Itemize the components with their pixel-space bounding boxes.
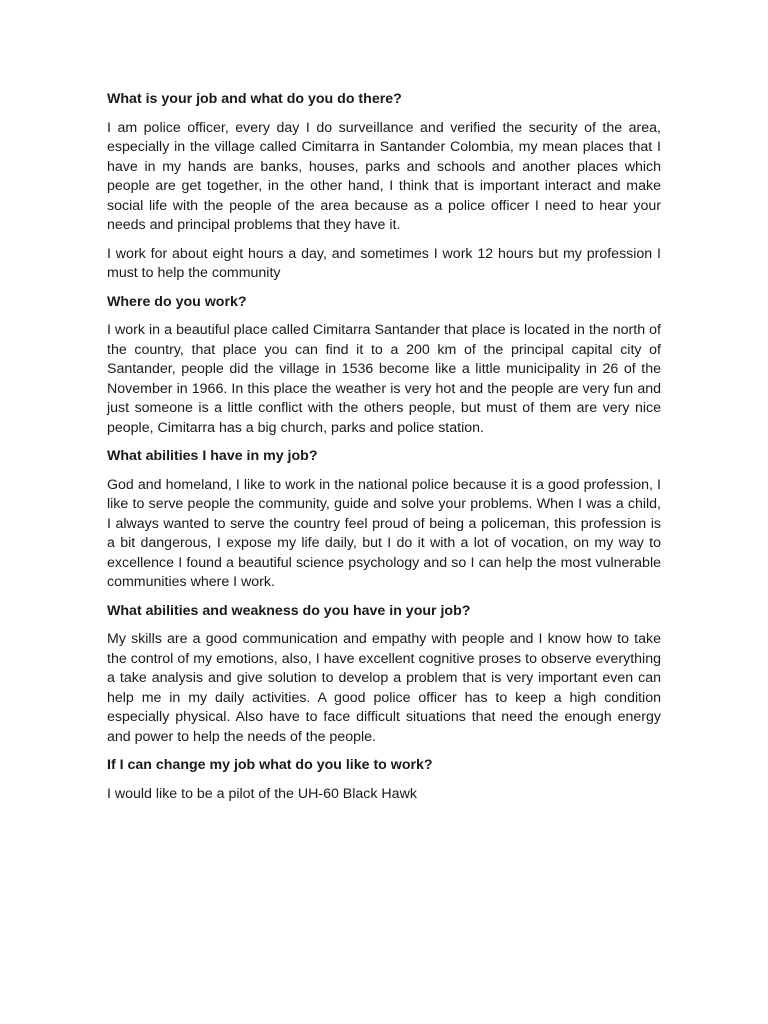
question-abilities: What abilities I have in my job? <box>107 448 318 464</box>
answer-abilities-paragraph: God and homeland, I like to work in the national police because it is a good profession, I like to serve people the community, guide and solve your problems. When I was a child, I always wanted to serve the country feel proud of being a policeman, this profession is a bit dangerous, I expose my life daily, but I do it with a lot of vocation, on my way to excellence I found a beautiful science psychology and so I can help the most vulnerable communities where I work. <box>107 476 661 590</box>
answer-change-job-paragraph: I would like to be a pilot of the UH-60 Black Hawk <box>107 785 417 802</box>
question-workplace: Where do you work? <box>107 293 247 310</box>
question-change-job: If I can change my job what do you like to work? <box>107 757 433 773</box>
document-page <box>107 90 661 813</box>
answer-job-paragraph: I am police officer, every day I do surveillance and verified the security of the area, especially in the village called Cimitarra in Santander Colombia, my mean places that I have in my hands are banks, houses, parks and schools and another places which people are get together, in the other hand, I think that is important interact and make social life with the people of the area because as a police officer I need to hear your needs and principal problems that they have it. <box>107 119 661 233</box>
question-abilities-weakness: What abilities and weakness do you have in your job? <box>107 602 471 619</box>
question-job: What is your job and what do you do there? <box>107 91 402 107</box>
answer-abilities-weakness-paragraph: My skills are a good communication and empathy with people and I know how to take the control of my emotions, also, I have excellent cognitive proses to observe everything a take analysis and give solution to develop a problem that is very important even can help me in my daily activities. A good police officer has to keep a high condition especially physical. Also have to face difficult situations that need the enough energy and power to help the needs of the people. <box>107 631 661 745</box>
answer-job-hours-paragraph: I work for about eight hours a day, and sometimes I work 12 hours but my profession I must to help the community <box>107 245 661 281</box>
answer-workplace-paragraph: I work in a beautiful place called Cimitarra Santander that place is located in the north of the country, that place you can find it to a 200 km of the principal capital city of Santander, people did the village in 1536 become like a little municipality in 26 of the November in 1966. In this place the weather is very hot and the people are very fun and just someone is a little conflict with the others people, but must of them are very nice people, Cimitarra has a big church, parks and police station. <box>107 322 661 436</box>
